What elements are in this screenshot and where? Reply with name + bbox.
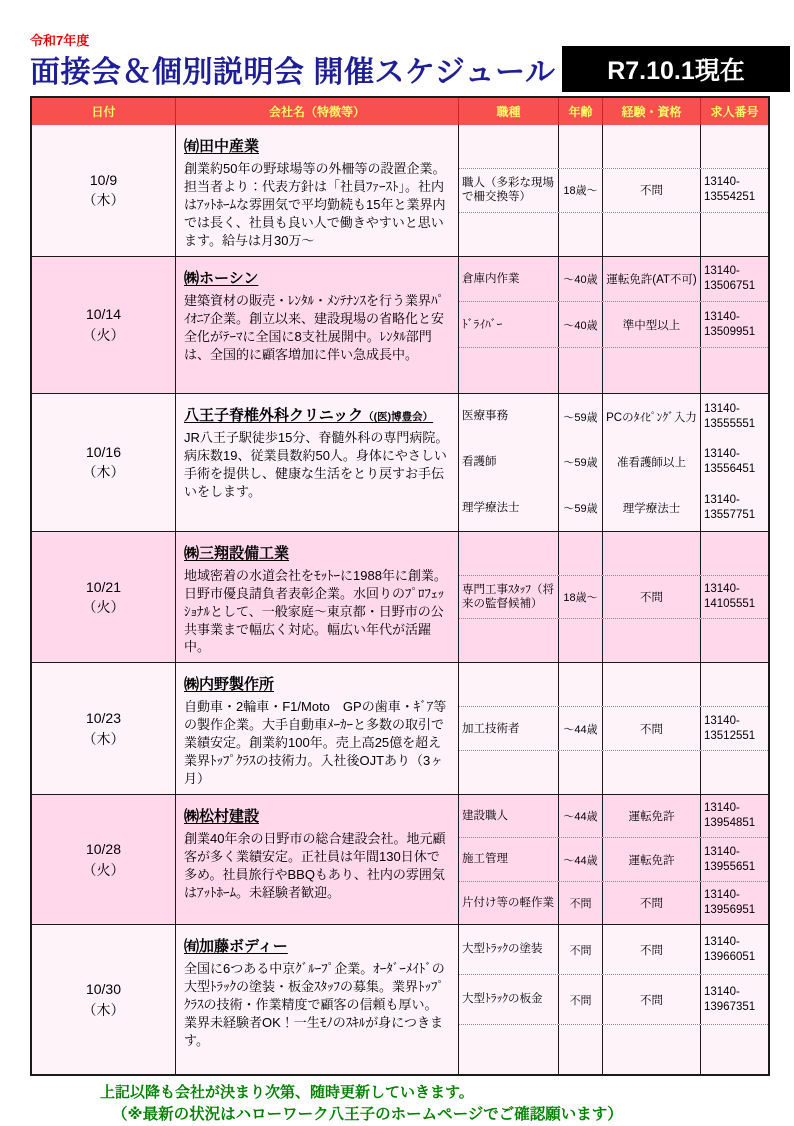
job-number-line2: 13555551	[704, 417, 756, 430]
job-row	[459, 795, 768, 837]
job-number-cell	[701, 439, 768, 485]
job-title-cell	[459, 751, 559, 794]
job-number-cell	[701, 619, 768, 662]
job-title-cell: 理学療法士	[459, 485, 559, 531]
job-age-cell	[559, 751, 603, 794]
job-title-cell: 片付け等の軽作業	[459, 882, 559, 924]
job-requirement-cell: PCのﾀｲﾋﾟﾝｸﾞ入力	[603, 394, 701, 440]
job-title-cell	[459, 348, 559, 393]
fiscal-year-label: 令和7年度	[30, 33, 90, 48]
job-requirement-cell: 運転免許	[603, 795, 701, 837]
job-number-cell	[701, 975, 768, 1024]
company-cell	[176, 795, 459, 924]
job-number-line2: 13506751	[704, 280, 756, 293]
date-weekday: （火）	[82, 599, 125, 616]
job-age-cell	[559, 619, 603, 662]
company-row	[32, 531, 768, 663]
job-age-cell: 不問	[559, 925, 603, 974]
job-title-cell: ﾄﾞﾗｲﾊﾞｰ	[459, 302, 559, 347]
job-number-line2: 13955651	[704, 860, 756, 873]
job-number-cell	[701, 485, 768, 531]
job-title-cell: 倉庫内作業	[459, 257, 559, 302]
job-requirement-cell: 準中型以上	[603, 302, 701, 347]
company-row	[32, 125, 768, 256]
job-age-cell	[559, 213, 603, 256]
job-row	[459, 485, 768, 531]
job-title-cell: 加工技術者	[459, 707, 559, 750]
date-weekday: （火）	[82, 326, 125, 343]
job-age-cell: 不問	[559, 882, 603, 924]
job-number-cell	[701, 663, 768, 706]
jobs-block	[459, 394, 768, 531]
job-row	[459, 925, 768, 974]
job-number-cell	[701, 576, 768, 619]
job-title-cell	[459, 125, 559, 168]
jobs-block	[459, 663, 768, 794]
column-header-age: 年齢	[559, 98, 603, 125]
job-number-cell	[701, 882, 768, 924]
job-number-line1: 13140-	[704, 583, 740, 596]
company-name: ㈱松村建設	[184, 808, 260, 826]
job-requirement-cell	[603, 619, 701, 662]
job-row	[459, 168, 768, 212]
job-number-line1: 13140-	[704, 802, 740, 815]
job-title-cell: 大型ﾄﾗｯｸの板金	[459, 975, 559, 1024]
company-description: JR八王子駅徒歩15分、脊髄外科の専門病院。病床数19、従業員数約50人。身体にやさしい手術を提供し、健康な生活をとり戻すお手伝いをします。	[184, 429, 449, 499]
company-name-line	[184, 135, 450, 156]
job-age-cell	[559, 125, 603, 168]
table-header-row	[32, 98, 768, 125]
company-name-line	[184, 542, 450, 563]
date-cell	[32, 663, 176, 794]
column-header-date: 日付	[32, 98, 176, 125]
company-cell	[176, 257, 459, 393]
job-age-cell: ～59歳	[559, 394, 603, 440]
job-title-cell: 施工管理	[459, 838, 559, 880]
company-description: 創業約50年の野球場等の外柵等の設置企業。担当者より：代表方針は「社員ﾌｧｰｽﾄ」。社内はｱｯﾄﾎｰﾑな雰囲気で平均勤続も15年と業界内では長く、社員も良い人で働きやすいと思います。給与は月30万～	[184, 161, 446, 248]
job-age-cell: ～40歳	[559, 257, 603, 302]
job-requirement-cell	[603, 213, 701, 256]
job-row	[459, 706, 768, 750]
job-number-cell	[701, 795, 768, 837]
date-cell	[32, 394, 176, 531]
company-name: ㈲田中産業	[184, 138, 260, 155]
job-requirement-cell	[603, 751, 701, 794]
job-title-cell: 看護師	[459, 439, 559, 485]
job-row	[459, 837, 768, 880]
company-name: 八王子脊椎外科クリニック	[184, 406, 364, 424]
job-row	[459, 257, 768, 302]
date-value: 10/9	[89, 172, 118, 189]
jobs-block	[459, 257, 768, 393]
job-number-line2: 13512551	[704, 729, 756, 742]
company-row	[32, 794, 768, 924]
job-number-line1: 13140-	[704, 265, 740, 278]
job-requirement-cell: 不問	[603, 707, 701, 750]
company-description: 全国に6つある中京ｸﾞﾙｰﾌﾟ企業。ｵｰﾀﾞｰﾒｲﾄﾞの大型ﾄﾗｯｸの塗装・板金ｽﾀｯﾌの募集。業界ﾄｯﾌﾟｸﾗｽの技術・作業精度で顧客の信頼も厚い。業界未経験者OK！一生ﾓﾉのｽｷﾙが身につきます。	[184, 961, 445, 1048]
job-requirement-cell: 不問	[603, 169, 701, 212]
job-title-cell	[459, 532, 559, 575]
empty-job-row	[459, 212, 768, 256]
job-number-line1: 13140-	[704, 310, 740, 323]
job-number-cell	[701, 394, 768, 440]
company-row	[32, 924, 768, 1074]
company-name: ㈱ホーシン	[184, 269, 259, 287]
job-row	[459, 575, 768, 619]
job-requirement-cell	[603, 348, 701, 393]
job-number-line2: 13956951	[704, 903, 756, 916]
company-name-line	[184, 805, 450, 826]
job-age-cell	[559, 348, 603, 393]
date-cell	[32, 125, 176, 256]
company-description: 地域密着の水道会社をﾓｯﾄｰに1988年に創業。日野市優良請負者表彰企業。水回りのﾌﾟﾛﾌｪｯｼｮﾅﾙとして、一般家庭～東京都・日野市の公共事業まで幅広く対応。幅広い年代が活躍中。	[184, 567, 447, 655]
job-number-cell	[701, 257, 768, 302]
job-requirement-cell: 不問	[603, 882, 701, 924]
date-weekday: （木）	[82, 464, 125, 481]
date-cell	[32, 925, 176, 1074]
job-requirement-cell	[603, 663, 701, 706]
company-cell	[176, 663, 459, 794]
job-requirement-cell	[603, 1025, 701, 1074]
job-number-line2: 13557751	[704, 508, 756, 521]
empty-job-row	[459, 663, 768, 706]
job-number-line1: 13140-	[704, 402, 740, 415]
company-name-note: （(医)博豊会）	[363, 410, 434, 423]
empty-job-row	[459, 347, 768, 393]
job-number-cell	[701, 348, 768, 393]
title-row	[30, 46, 792, 92]
job-number-line1: 13140-	[704, 845, 740, 858]
job-requirement-cell: 不問	[603, 975, 701, 1024]
job-number-cell	[701, 125, 768, 168]
job-age-cell: ～59歳	[559, 485, 603, 531]
job-row	[459, 881, 768, 924]
job-number-line1: 13140-	[704, 714, 740, 727]
job-title-cell: 専門工事ｽﾀｯﾌ（将来の監督候補）	[459, 576, 559, 619]
job-row	[459, 439, 768, 485]
company-cell	[176, 532, 459, 663]
footer-notes	[100, 1082, 623, 1126]
empty-job-row	[459, 618, 768, 662]
company-row	[32, 256, 768, 393]
table-body	[32, 125, 768, 1074]
job-number-cell	[701, 707, 768, 750]
date-weekday: （木）	[82, 1001, 125, 1018]
column-header-occupation: 職種	[459, 98, 559, 125]
empty-job-row	[459, 750, 768, 794]
job-title-cell	[459, 619, 559, 662]
job-requirement-cell: 理学療法士	[603, 485, 701, 531]
job-number-cell	[701, 751, 768, 794]
job-requirement-cell	[603, 532, 701, 575]
date-value: 10/21	[85, 578, 122, 595]
job-number-line2: 13954851	[704, 817, 756, 830]
job-age-cell: ～44歳	[559, 838, 603, 880]
job-number-line2: 13966051	[704, 950, 756, 963]
job-row	[459, 974, 768, 1024]
page-title: 面接会＆個別説明会 開催スケジュール	[30, 56, 556, 89]
job-number-line1: 13140-	[704, 448, 740, 461]
job-number-cell	[701, 532, 768, 575]
empty-job-row	[459, 532, 768, 575]
company-cell	[176, 125, 459, 256]
empty-job-row	[459, 125, 768, 168]
footer-note-update: 上記以降も会社が決まり次第、随時更新していきます。	[100, 1084, 474, 1101]
date-weekday: （木）	[82, 192, 125, 209]
job-number-line2: 13509951	[704, 325, 756, 338]
job-number-cell	[701, 838, 768, 880]
job-age-cell: ～44歳	[559, 795, 603, 837]
date-weekday: （火）	[82, 861, 125, 878]
date-weekday: （木）	[82, 730, 125, 747]
job-age-cell: ～44歳	[559, 707, 603, 750]
job-age-cell: 18歳～	[559, 169, 603, 212]
job-number-line2: 13556451	[704, 463, 756, 476]
as-of-date-badge: R7.10.1現在	[562, 46, 790, 92]
job-title-cell: 職人（多彩な現場で柵交換等）	[459, 169, 559, 212]
date-value: 10/16	[85, 443, 122, 460]
job-title-cell: 建設職人	[459, 795, 559, 837]
job-number-cell	[701, 169, 768, 212]
company-description: 建築資材の販売・ﾚﾝﾀﾙ・ﾒﾝﾃﾅﾝｽを行う業界ﾊﾟｲｵﾆｱ企業。創立以来、建設現場の省略化と安全化がﾃｰﾏに全国に8支社展開中。ﾚﾝﾀﾙ部門は、全国的に顧客増加に伴い急成長中。	[184, 292, 445, 362]
job-age-cell	[559, 663, 603, 706]
job-age-cell: ～40歳	[559, 302, 603, 347]
empty-job-row	[459, 1024, 768, 1074]
job-title-cell: 大型ﾄﾗｯｸの塗装	[459, 925, 559, 974]
job-age-cell: ～59歳	[559, 439, 603, 485]
company-name-line	[184, 935, 450, 956]
job-title-cell	[459, 1025, 559, 1074]
job-row	[459, 394, 768, 440]
company-name: ㈱三翔設備工業	[184, 544, 290, 562]
date-value: 10/28	[85, 841, 122, 858]
job-requirement-cell: 運転免許	[603, 838, 701, 880]
date-cell	[32, 532, 176, 663]
date-value: 10/23	[85, 710, 122, 727]
job-age-cell: 不問	[559, 975, 603, 1024]
job-number-line2: 13554251	[704, 191, 756, 204]
company-cell	[176, 925, 459, 1074]
job-title-cell	[459, 213, 559, 256]
job-requirement-cell: 不問	[603, 576, 701, 619]
job-number-cell	[701, 925, 768, 974]
job-title-cell: 医療事務	[459, 394, 559, 440]
job-number-cell	[701, 302, 768, 347]
job-number-line2: 13967351	[704, 1000, 756, 1013]
job-requirement-cell: 運転免許(AT不可)	[603, 257, 701, 302]
job-requirement-cell: 准看護師以上	[603, 439, 701, 485]
company-row	[32, 662, 768, 794]
column-header-requirement: 経験・資格	[603, 98, 701, 125]
job-age-cell: 18歳～	[559, 576, 603, 619]
date-value: 10/30	[85, 981, 122, 998]
job-number-cell	[701, 213, 768, 256]
jobs-block	[459, 795, 768, 924]
company-name: ㈱内野製作所	[184, 676, 275, 694]
job-number-line1: 13140-	[704, 493, 740, 506]
company-description: 創業40年余の日野市の総合建設会社。地元顧客が多く業績安定。正社員は年間130日休で多め。社員旅行やBBQもあり、社内の雰囲気はｱｯﾄﾎｰﾑ。未経験者歓迎。	[184, 831, 446, 900]
column-header-job-number: 求人番号	[710, 105, 759, 119]
jobs-block	[459, 925, 768, 1074]
column-header-company: 会社名（特徴等）	[176, 98, 459, 125]
job-number-line1: 13140-	[704, 935, 740, 948]
job-number-line2: 14105551	[704, 598, 756, 611]
job-number-line1: 13140-	[704, 888, 740, 901]
company-row	[32, 393, 768, 531]
job-number-line1: 13140-	[704, 176, 740, 189]
job-number-line1: 13140-	[704, 985, 740, 998]
date-value: 10/14	[85, 306, 122, 323]
jobs-block	[459, 125, 768, 256]
company-cell	[176, 394, 459, 531]
company-name-line	[184, 673, 450, 694]
job-age-cell	[559, 1025, 603, 1074]
company-name: ㈲加藤ボディー	[184, 938, 288, 956]
company-name-line	[184, 267, 450, 288]
job-age-cell	[559, 532, 603, 575]
job-row	[459, 301, 768, 347]
job-number-cell	[701, 1025, 768, 1074]
schedule-table	[30, 96, 770, 1076]
date-cell	[32, 795, 176, 924]
company-name-line	[184, 404, 450, 425]
job-title-cell	[459, 663, 559, 706]
footer-note-website: （※最新の状況はハローワーク八王子のホームページでご確認願います）	[112, 1105, 623, 1123]
company-description: 自動車・2輪車・F1/Moto GPの歯車・ｷﾞｱ等の製作企業。大手自動車ﾒｰｶｰと多数の取引で業績安定。創業約100年。売上高25億を超え業界ﾄｯﾌﾟｸﾗｽの技術力。入社後OJTあり（3ヶ月）	[184, 699, 447, 787]
job-requirement-cell: 不問	[603, 925, 701, 974]
date-cell	[32, 257, 176, 393]
job-requirement-cell	[603, 125, 701, 168]
jobs-block	[459, 532, 768, 663]
